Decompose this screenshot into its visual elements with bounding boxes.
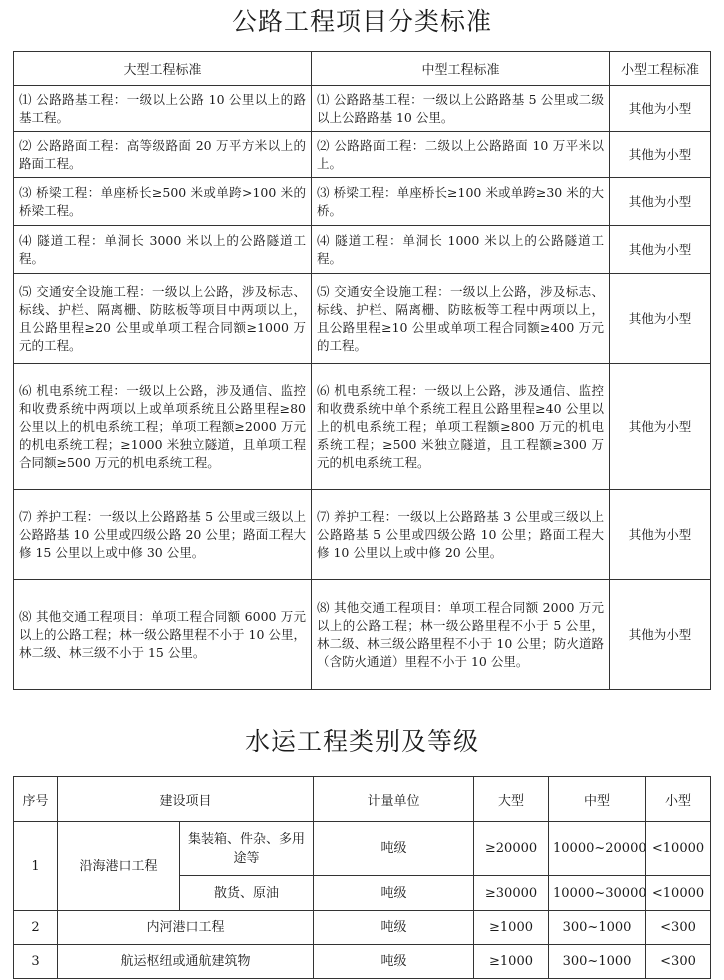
water-title: 水运工程类别及等级 [244, 727, 479, 756]
small-standard-cell: 其他为小型 [610, 490, 711, 580]
medium-cell: 10000~20000 [549, 822, 646, 876]
small-cell: <300 [646, 945, 711, 979]
large-standard-cell: ⑺ 养护工程：一级以上公路路基 5 公里或三级以上公路路基 10 公里或四级公路 20 公里；路面工程大修 15 公里以上或中修 30 公里。 [14, 490, 312, 580]
header-medium: 中型工程标准 [312, 52, 610, 86]
unit-cell: 吨级 [314, 911, 474, 945]
medium-standard-cell: ⑵ 公路路面工程：二级以上公路路面 10 万平米以上。 [312, 132, 610, 178]
large-standard-cell: ⑹ 机电系统工程：一级以上公路，涉及通信、监控和收费系统中两项以上或单项系统且公路里程≥80 公里以上的机电系统工程；单项工程额≥2000 万元的机电系统工程；≥1000 米独立隧道，且单项工程合同额≥500 万元的机电系统工程。 [14, 364, 312, 490]
header-large: 大型工程标准 [14, 52, 312, 86]
medium-cell: 300~1000 [549, 911, 646, 945]
row-number: 1 [14, 822, 58, 911]
medium-cell: 10000~30000 [549, 876, 646, 911]
small-cell: <300 [646, 911, 711, 945]
small-cell: <10000 [646, 822, 711, 876]
medium-standard-cell: ⑷ 隧道工程：单洞长 1000 米以上的公路隧道工程。 [312, 226, 610, 274]
unit-cell: 吨级 [314, 876, 474, 911]
medium-standard-cell: ⑹ 机电系统工程：一级以上公路，涉及通信、监控和收费系统中单个系统工程且公路里程≥40 公里以上的机电系统工程；单项工程额≥800 万元的机电系统工程；≥500 米独立隧道，且工程额≥300 万元的机电系统工程。 [312, 364, 610, 490]
table-row [14, 178, 711, 226]
unit-cell: 吨级 [314, 822, 474, 876]
sub-project: 集装箱、件杂、多用途等 [180, 822, 314, 876]
header-medium: 中型 [549, 777, 646, 822]
medium-standard-cell: ⑻ 其他交通工程项目：单项工程合同额 2000 万元以上的公路工程；林一级公路里程不小于 5 公里，林二级、林三级公路里程不小于 10 公里；防火道路（含防火通道）里程不小于 10 公里。 [312, 580, 610, 690]
small-standard-cell: 其他为小型 [610, 86, 711, 132]
header-unit: 计量单位 [314, 777, 474, 822]
medium-standard-cell: ⑴ 公路路基工程：一级以上公路路基 5 公里或二级以上公路路基 10 公里。 [312, 86, 610, 132]
medium-standard-cell: ⑶ 桥梁工程：单座桥长≥100 米或单跨≥30 米的大桥。 [312, 178, 610, 226]
row-number: 2 [14, 911, 58, 945]
large-standard-cell: ⑷ 隧道工程：单洞长 3000 米以上的公路隧道工程。 [14, 226, 312, 274]
table-row [14, 86, 711, 132]
small-standard-cell: 其他为小型 [610, 132, 711, 178]
small-standard-cell: 其他为小型 [610, 580, 711, 690]
large-cell: ≥30000 [474, 876, 549, 911]
table-row [14, 274, 711, 364]
small-standard-cell: 其他为小型 [610, 178, 711, 226]
large-cell: ≥20000 [474, 822, 549, 876]
small-standard-cell: 其他为小型 [610, 364, 711, 490]
project-name: 内河港口工程 [58, 911, 314, 945]
large-standard-cell: ⑸ 交通安全设施工程：一级以上公路，涉及标志、标线、护栏、隔离栅、防眩板等项目中两项以上，且公路里程≥20 公里或单项工程合同额≥1000 万元的工程。 [14, 274, 312, 364]
large-cell: ≥1000 [474, 911, 549, 945]
row-number: 3 [14, 945, 58, 979]
highway-classification-table [13, 51, 711, 690]
large-standard-cell: ⑴ 公路路基工程：一级以上公路 10 公里以上的路基工程。 [14, 86, 312, 132]
table-header-row [14, 52, 711, 86]
large-standard-cell: ⑻ 其他交通工程项目：单项工程合同额 6000 万元以上的公路工程；林一级公路里程不小于 10 公里，林二级、林三级不小于 15 公里。 [14, 580, 312, 690]
small-standard-cell: 其他为小型 [610, 274, 711, 364]
table-row [14, 945, 711, 979]
unit-cell: 吨级 [314, 945, 474, 979]
header-project: 建设项目 [58, 777, 314, 822]
project-name: 航运枢纽或通航建筑物 [58, 945, 314, 979]
sub-project: 散货、原油 [180, 876, 314, 911]
header-small: 小型 [646, 777, 711, 822]
water-classification-table [13, 776, 711, 979]
small-cell: <10000 [646, 876, 711, 911]
small-standard-cell: 其他为小型 [610, 226, 711, 274]
table-row [14, 911, 711, 945]
table-row [14, 226, 711, 274]
header-large: 大型 [474, 777, 549, 822]
medium-standard-cell: ⑺ 养护工程：一级以上公路路基 3 公里或三级以上公路路基 5 公里或四级公路 10 公里；路面工程大修 10 公里以上或中修 20 公里。 [312, 490, 610, 580]
table-row [14, 364, 711, 490]
table-row [14, 580, 711, 690]
medium-cell: 300~1000 [549, 945, 646, 979]
project-name: 沿海港口工程 [58, 822, 180, 911]
large-cell: ≥1000 [474, 945, 549, 979]
table-row [14, 132, 711, 178]
table-row [14, 822, 711, 876]
highway-title: 公路工程项目分类标准 [231, 7, 492, 36]
medium-standard-cell: ⑸ 交通安全设施工程：一级以上公路，涉及标志、标线、护栏、隔离栅、防眩板等工程中两项以上，且公路里程≥10 公里或单项工程合同额≥400 万元的工程。 [312, 274, 610, 364]
table-header-row [14, 777, 711, 822]
header-small: 小型工程标准 [610, 52, 711, 86]
large-standard-cell: ⑵ 公路路面工程：高等级路面 20 万平方米以上的路面工程。 [14, 132, 312, 178]
table-row [14, 490, 711, 580]
header-no: 序号 [14, 777, 58, 822]
large-standard-cell: ⑶ 桥梁工程：单座桥长≥500 米或单跨>100 米的桥梁工程。 [14, 178, 312, 226]
